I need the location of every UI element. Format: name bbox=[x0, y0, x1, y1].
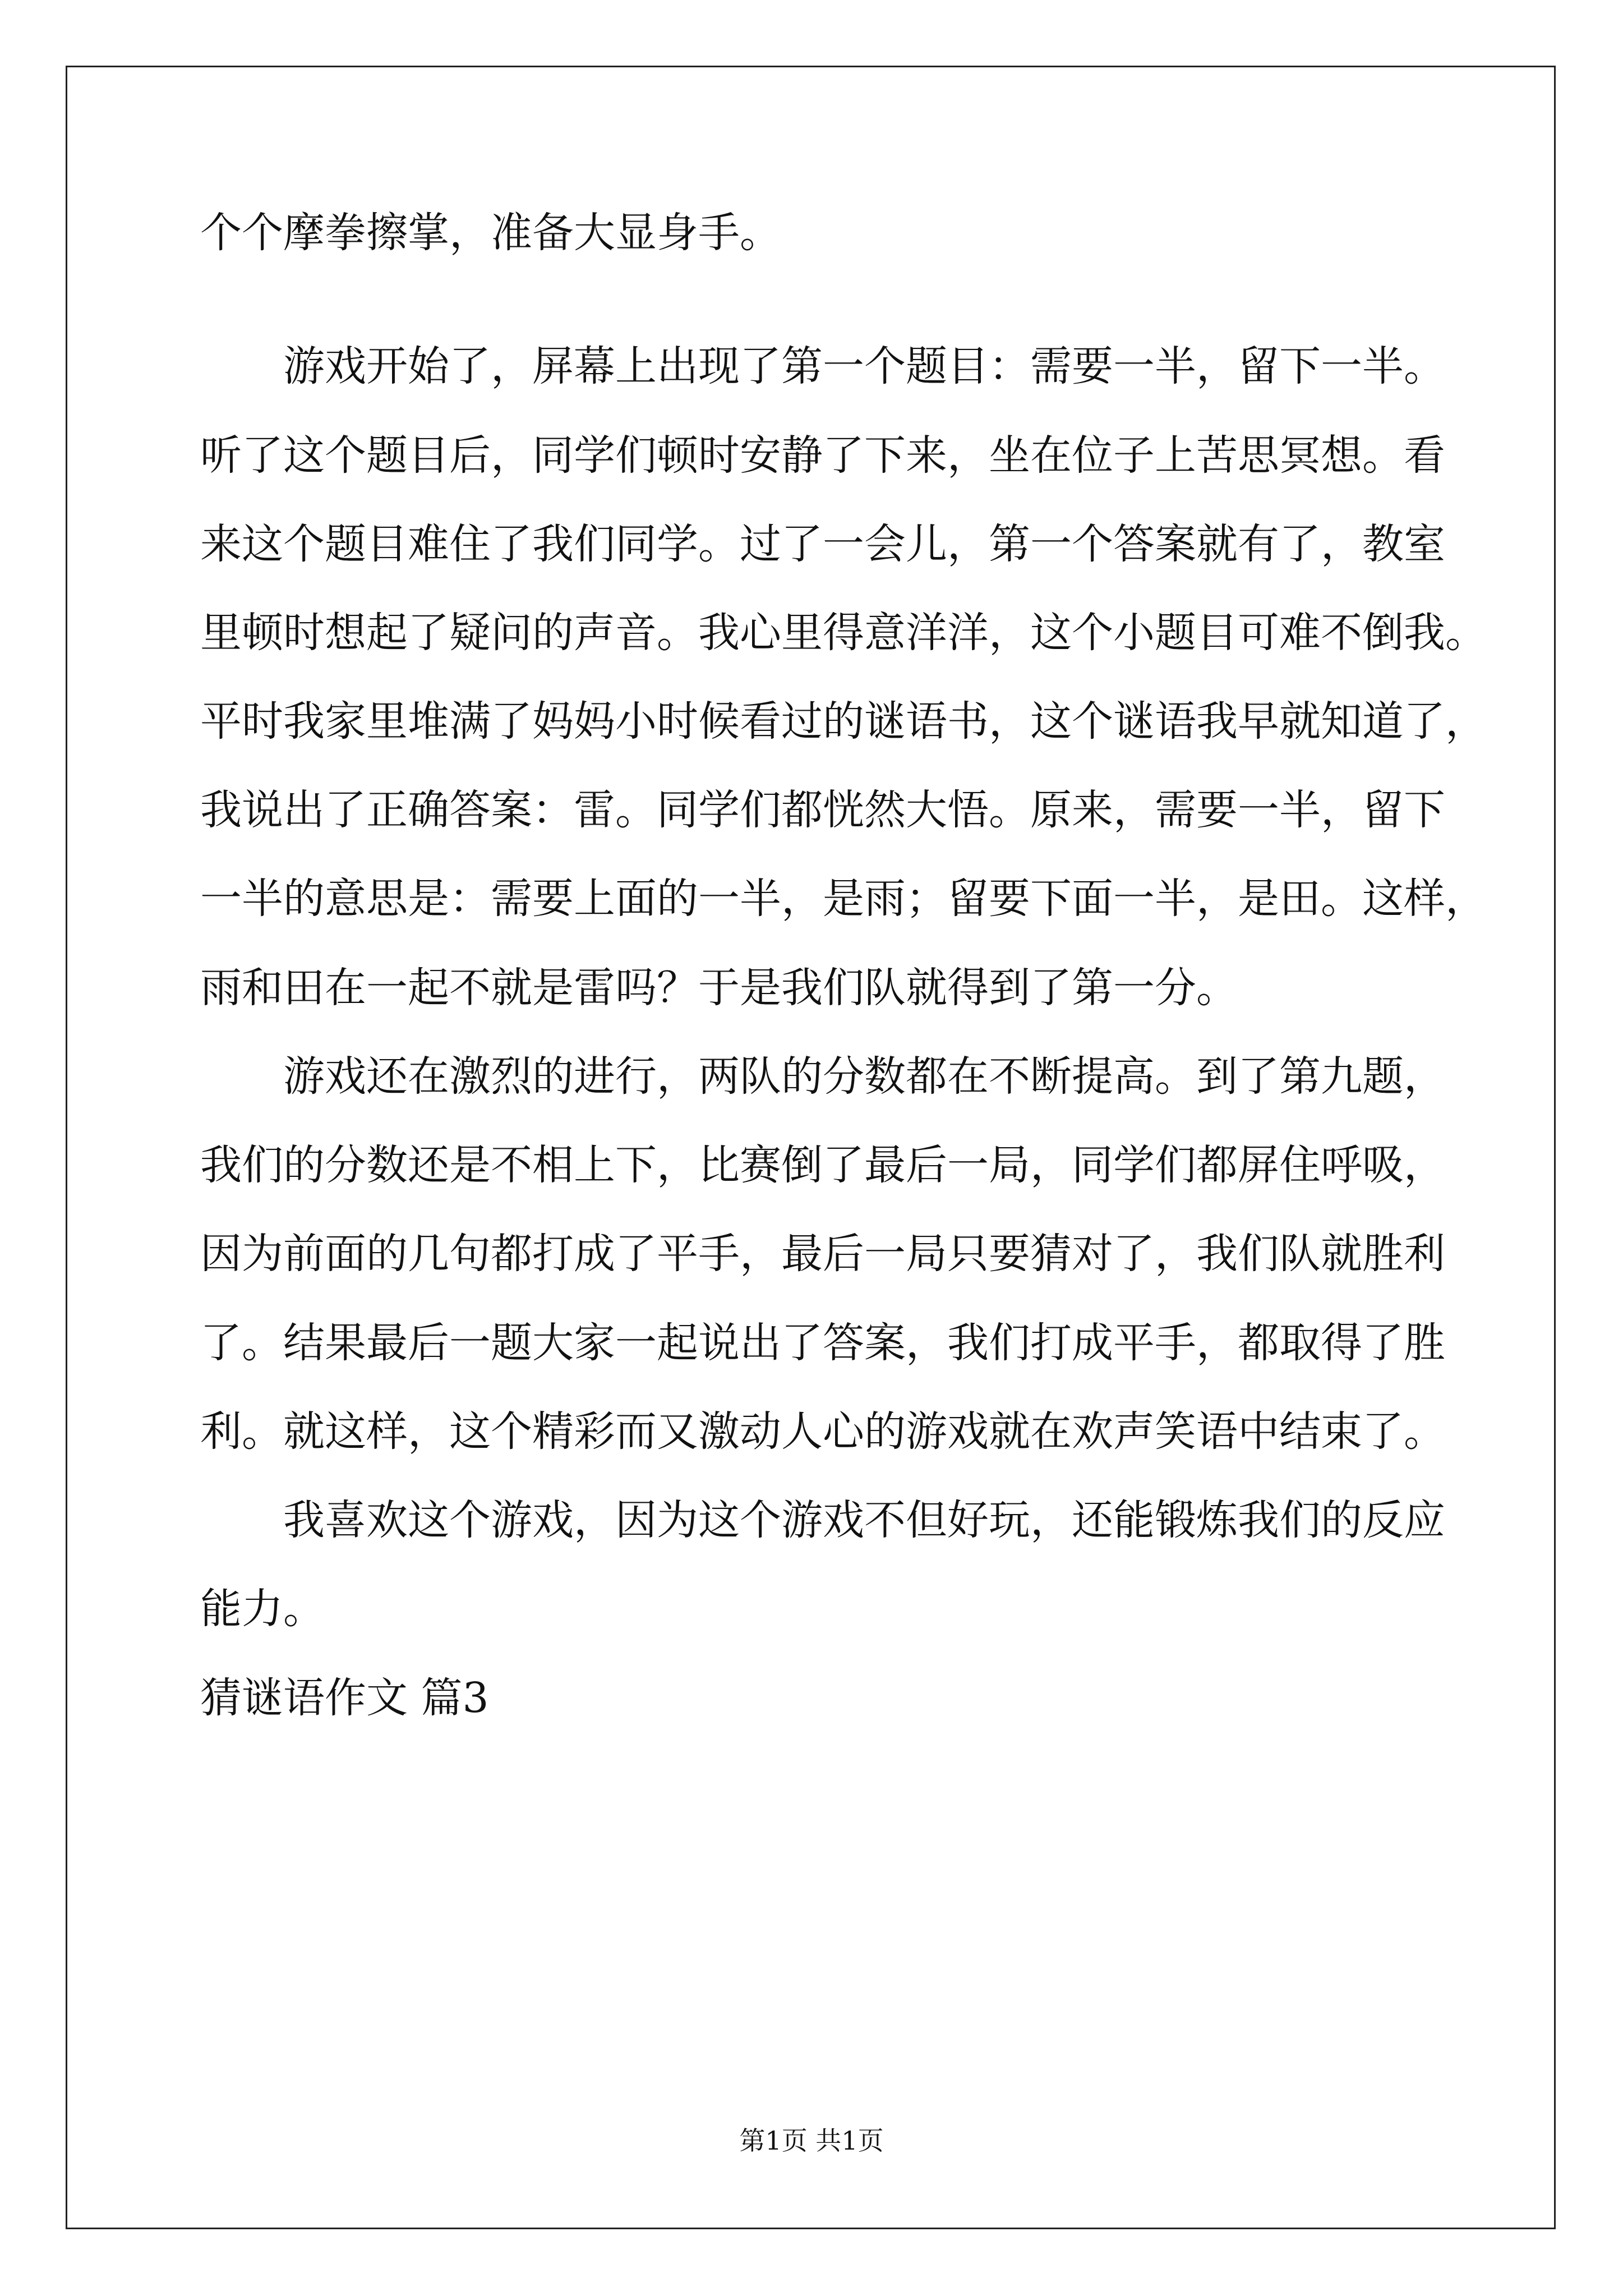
text-line: 游戏还在激烈的进行，两队的分数都在不断提高。到了第九题， bbox=[283, 1052, 1445, 1101]
text-line: 一半的意思是：需要上面的一半，是雨；留要下面一半，是田。这样， bbox=[200, 875, 1487, 923]
text-line: 雨和田在一起不就是雷吗？于是我们队就得到了第一分。 bbox=[200, 964, 1238, 1012]
section-heading: 猜谜语作文 篇3 bbox=[200, 1674, 489, 1722]
text-line: 能力。 bbox=[200, 1585, 325, 1633]
text-line: 里顿时想起了疑问的声音。我心里得意洋洋，这个小题目可难不倒我。 bbox=[200, 609, 1487, 657]
text-line: 来这个题目难住了我们同学。过了一会儿，第一个答案就有了，教室 bbox=[200, 520, 1445, 568]
text-line: 了。结果最后一题大家一起说出了答案，我们打成平手，都取得了胜 bbox=[200, 1319, 1445, 1367]
text-line: 我喜欢这个游戏，因为这个游戏不但好玩，还能锻炼我们的反应 bbox=[283, 1496, 1445, 1544]
text-line: 听了这个题目后，同学们顿时安静了下来，坐在位子上苦思冥想。看 bbox=[200, 431, 1445, 480]
text-line: 因为前面的几句都打成了平手，最后一局只要猜对了，我们队就胜利 bbox=[200, 1230, 1445, 1278]
text-line: 个个摩拳擦掌，准备大显身手。 bbox=[200, 209, 781, 257]
text-line: 我们的分数还是不相上下，比赛倒了最后一局，同学们都屏住呼吸， bbox=[200, 1141, 1445, 1189]
text-line: 我说出了正确答案：雷。同学们都恍然大悟。原来，需要一半，留下 bbox=[200, 786, 1445, 834]
text-line: 游戏开始了，屏幕上出现了第一个题目：需要一半，留下一半。 bbox=[283, 342, 1445, 390]
text-line: 利。就这样，这个精彩而又激动人心的游戏就在欢声笑语中结束了。 bbox=[200, 1407, 1445, 1456]
page-footer: 第1页 共1页 bbox=[739, 2125, 884, 2156]
text-line: 平时我家里堆满了妈妈小时候看过的谜语书，这个谜语我早就知道了， bbox=[200, 697, 1487, 746]
